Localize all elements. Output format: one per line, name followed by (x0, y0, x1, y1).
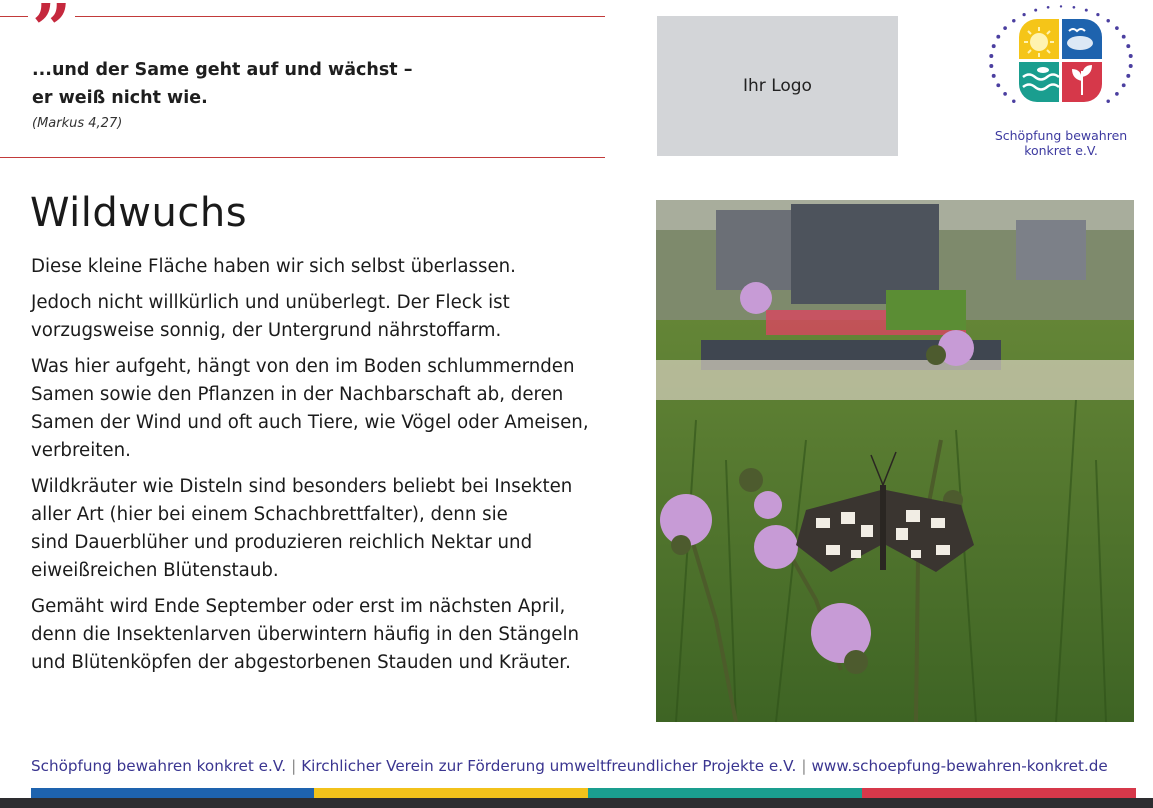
photo-butterfly-thistle (656, 200, 1134, 722)
article-line: Wildkräuter wie Disteln sind besonders beliebt bei Insekten (31, 476, 573, 497)
footer-website-link[interactable]: www.schoepfung-bewahren-konkret.de (811, 757, 1108, 775)
leaf-plant-icon (1062, 62, 1102, 102)
quote-text (32, 56, 412, 112)
article-line: sind Dauerblüher und produzieren reichlich Nektar und (31, 532, 533, 553)
ring-dot (1129, 54, 1133, 58)
logo-placeholder-label: Ihr Logo (743, 76, 812, 96)
article-line: Samen der Wind und oft auch Tiere, wie Vögel oder Ameisen, (31, 412, 589, 433)
article-line: Gemäht wird Ende September oder erst im nächsten April, (31, 596, 566, 617)
footer-org: Schöpfung bewahren konkret e.V. (31, 757, 287, 775)
cloud-bird-icon (1062, 19, 1102, 59)
ring-dot (1106, 100, 1109, 103)
quote-line-2: er weiß nicht wie. (32, 88, 208, 108)
article-paragraph (31, 289, 611, 345)
org-logo-caption (985, 128, 1137, 158)
ring-dot (1126, 74, 1130, 78)
ring-dot (1129, 64, 1133, 68)
quote-divider-top (0, 16, 605, 17)
bottom-edge (0, 798, 1153, 808)
ring-dot (1003, 26, 1007, 30)
ring-dot (1122, 83, 1126, 87)
quote-line-1: ...und der Same geht auf und wächst – (32, 60, 413, 80)
footer-text (31, 757, 1108, 775)
ring-dot (1073, 6, 1076, 9)
article-paragraph (31, 353, 611, 465)
ring-dot (1012, 19, 1015, 22)
ring-dot (989, 54, 993, 58)
article-paragraph (31, 473, 611, 585)
ring-dot (996, 83, 1000, 87)
article-line: Diese kleine Fläche haben wir sich selbst überlassen. (31, 256, 516, 277)
article-line: Was hier aufgeht, hängt von den im Boden schlummernden (31, 356, 575, 377)
org-logo-caption-line-1: Schöpfung bewahren (994, 128, 1128, 143)
dotted-ring (989, 5, 1132, 103)
ring-dot (1012, 100, 1015, 103)
quote-divider-bottom (0, 157, 605, 158)
article-line: vorzugsweise sonnig, der Untergrund nährstoffarm. (31, 320, 502, 341)
ring-dot (1060, 5, 1062, 7)
color-bar-blue (31, 788, 314, 798)
ring-dot (1106, 19, 1109, 22)
sun-icon (1019, 19, 1059, 59)
color-bar-red (862, 788, 1136, 798)
org-logo-caption-line-2: konkret e.V. (1024, 143, 1098, 158)
logo-placeholder (657, 16, 898, 156)
ring-dot (996, 35, 1000, 39)
footer-separator: | (801, 757, 807, 775)
ring-dot (992, 74, 996, 78)
ring-dot (1047, 6, 1050, 9)
water-fish-icon (1019, 62, 1059, 102)
ring-dot (1122, 35, 1126, 39)
article-line: verbreiten. (31, 440, 131, 461)
ring-dot (1096, 13, 1099, 16)
quote-block (0, 0, 606, 158)
article-paragraph (31, 593, 611, 677)
ring-dot (989, 64, 993, 68)
article-body (31, 253, 611, 685)
color-bar-teal (588, 788, 862, 798)
article-line: aller Art (hier bei einem Schachbrettfalter), denn sie (31, 504, 508, 525)
footer-description: Kirchlicher Verein zur Förderung umweltfreundlicher Projekte e.V. (301, 757, 797, 775)
ring-dot (1115, 26, 1119, 30)
article-line: Samen sowie den Pflanzen in der Nachbarschaft ab, deren (31, 384, 564, 405)
article-line: eiweißreichen Blütenstaub. (31, 560, 279, 581)
footer-separator: | (291, 757, 297, 775)
ring-dot (1022, 13, 1025, 16)
article-title: Wildwuchs (30, 190, 248, 236)
quote-source: (Markus 4,27) (32, 116, 123, 131)
ring-dot (1126, 44, 1130, 48)
ring-dot (1034, 9, 1037, 12)
color-bar-yellow (314, 788, 588, 798)
article-line: Jedoch nicht willkürlich und unüberlegt. Der Fleck ist (31, 292, 510, 313)
ring-dot (1085, 9, 1088, 12)
article-line: und Blütenköpfen der abgestorbenen Stauden und Kräuter. (31, 652, 571, 673)
ring-dot (1003, 92, 1007, 96)
ring-dot (992, 44, 996, 48)
ring-dot (1115, 92, 1119, 96)
quote-mark-icon: ” (28, 0, 75, 60)
article-line: denn die Insektenlarven überwintern häufig in den Stängeln (31, 624, 580, 645)
article-paragraph (31, 253, 611, 281)
